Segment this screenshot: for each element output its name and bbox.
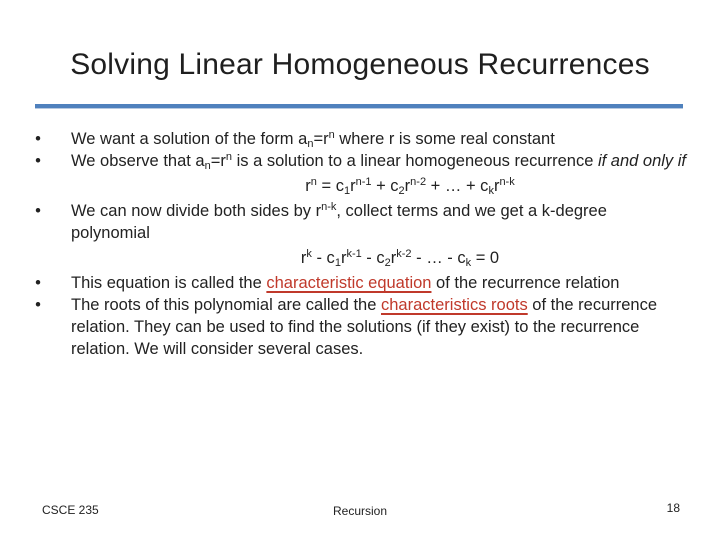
bullet-text: We can now divide both sides by r — [71, 202, 322, 220]
bullet-text: We want a solution of the form a — [71, 130, 308, 148]
subscript: 2 — [398, 185, 405, 197]
subscript: k — [488, 185, 494, 197]
bullet-text: is a solution to a linear homogeneous recurrence — [232, 152, 598, 170]
bullet-text: , collect terms and we get a k-degree polynomial — [71, 202, 607, 242]
bullet-text: =r — [313, 130, 329, 148]
bullet-text: The roots of this polynomial are called the — [71, 296, 381, 314]
term-characteristic-roots: characteristics roots — [381, 296, 528, 314]
eq-term: r — [305, 177, 311, 195]
subscript: 2 — [384, 257, 391, 269]
bullet-text: This equation is called the — [71, 274, 267, 292]
eq-term: + c — [371, 177, 399, 195]
eq-term: r — [300, 249, 307, 267]
slide-number: 18 — [666, 501, 680, 515]
emphasis-text: if and only if — [597, 152, 687, 170]
bullet-text: where r is some real constant — [334, 130, 555, 148]
eq-term: r — [340, 249, 347, 267]
superscript: k-1 — [346, 248, 362, 260]
subscript: n — [204, 160, 211, 172]
subscript: k — [465, 257, 472, 269]
bullet-item — [30, 150, 690, 172]
footer-topic: Recursion — [332, 504, 388, 518]
eq-term: r — [493, 177, 500, 195]
bullet-item — [30, 272, 690, 294]
slide-body — [30, 128, 690, 360]
superscript: n-k — [499, 176, 515, 188]
subscript: 1 — [334, 257, 341, 269]
bullet-dot: • — [35, 274, 41, 292]
eq-term: - c — [361, 249, 385, 267]
bullet-text: of the recurrence relation. They can be used to find the solutions (if they exist) to the recurrence relation. We will consider several cases. — [71, 296, 658, 358]
superscript: n — [225, 151, 232, 163]
superscript: n-1 — [355, 176, 372, 188]
title-divider — [35, 104, 683, 109]
eq-term: = 0 — [471, 249, 500, 267]
bullet-text: We observe that a — [71, 152, 205, 170]
eq-term: = c — [316, 177, 344, 195]
eq-term: r — [390, 249, 397, 267]
superscript: k-2 — [396, 248, 412, 260]
eq-term: r — [404, 177, 411, 195]
eq-term: - c — [311, 249, 335, 267]
subscript: 1 — [343, 185, 351, 197]
term-characteristic-equation: characteristic equation — [266, 274, 432, 292]
superscript: n — [328, 129, 335, 141]
eq-term: + … + c — [426, 177, 489, 195]
subscript: n — [307, 138, 314, 150]
bullet-item — [30, 200, 690, 244]
slide-title: Solving Linear Homogeneous Recurrences — [70, 48, 650, 81]
bullet-item — [30, 128, 690, 150]
bullet-item — [30, 294, 690, 360]
superscript: n-2 — [410, 176, 427, 188]
recurrence-equation — [30, 175, 690, 197]
characteristic-equation — [30, 247, 690, 269]
superscript: n — [310, 176, 317, 188]
superscript: n-k — [321, 201, 337, 213]
bullet-dot: • — [35, 296, 41, 314]
bullet-text: of the recurrence relation — [431, 274, 620, 292]
footer-course: CSCE 235 — [42, 503, 99, 517]
eq-term: r — [350, 177, 356, 195]
eq-term: - … - c — [411, 249, 466, 267]
bullet-dot: • — [35, 202, 41, 220]
superscript: k — [306, 248, 312, 260]
bullet-text: =r — [210, 152, 226, 170]
bullet-dot: • — [35, 152, 41, 170]
bullet-dot: • — [35, 130, 41, 148]
